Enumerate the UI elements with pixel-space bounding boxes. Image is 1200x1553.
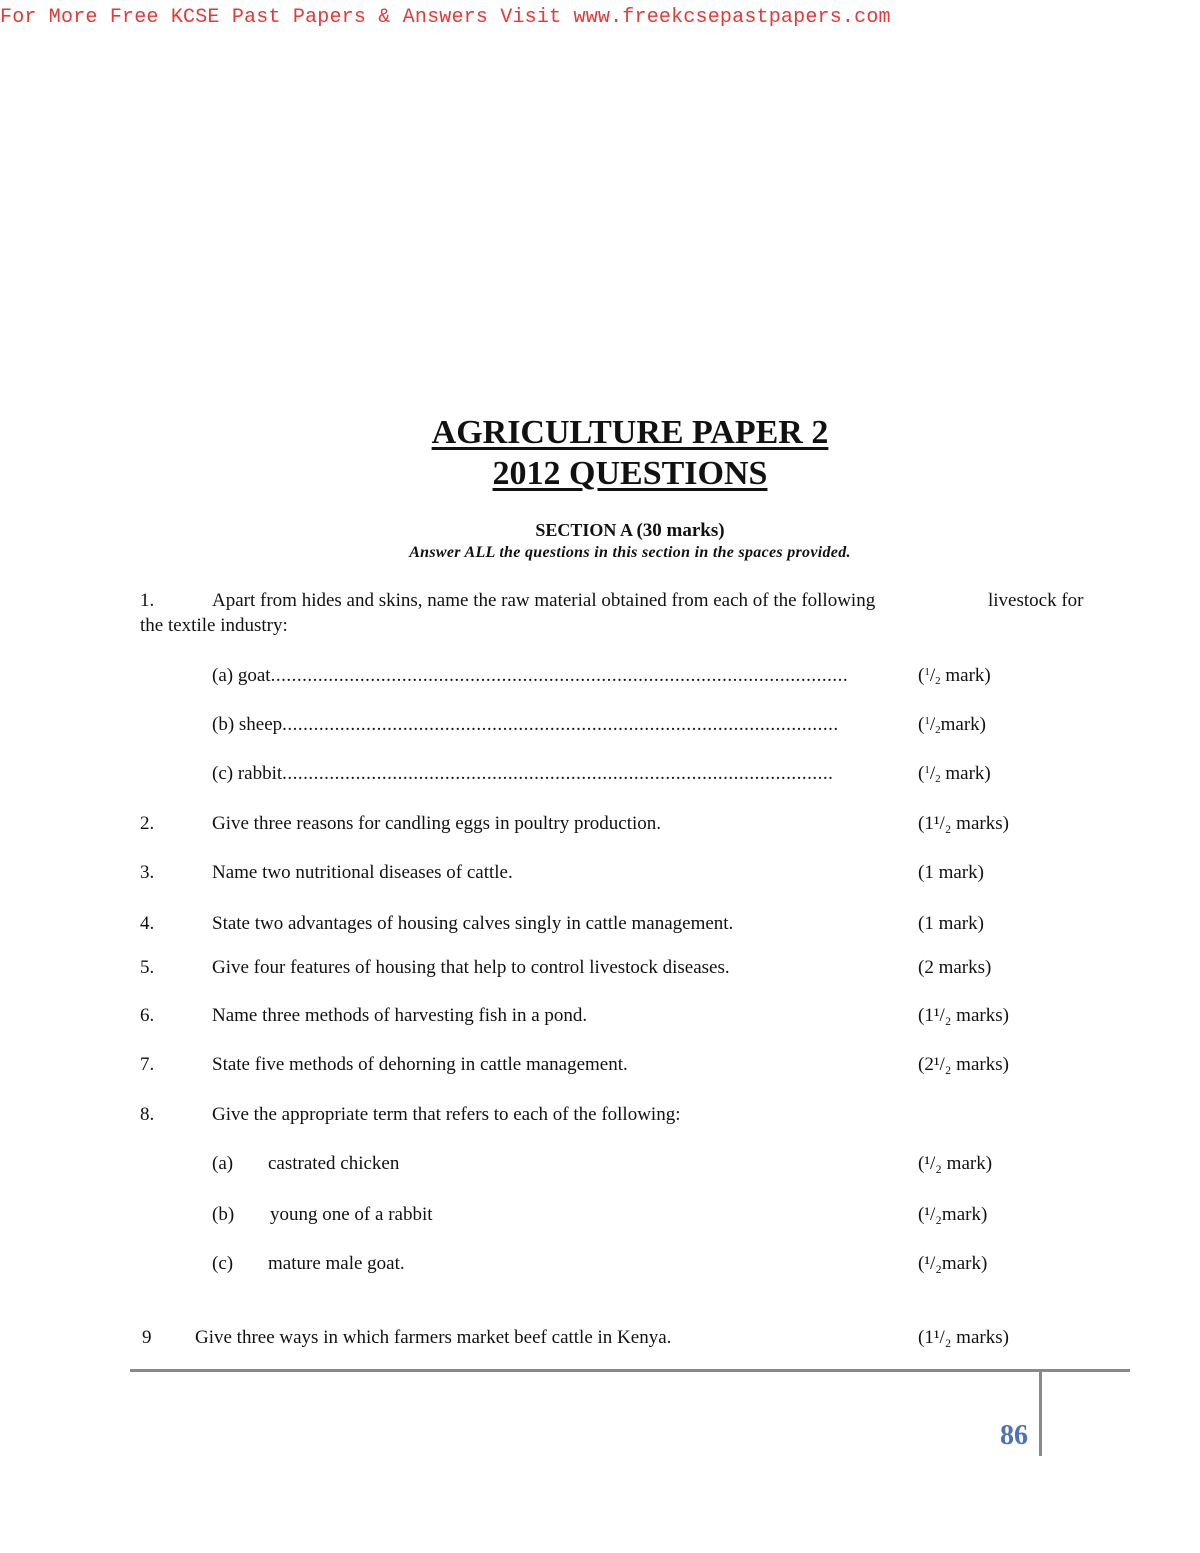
question-text: Give the appropriate term that refers to each of the following:: [212, 1104, 681, 1125]
marks-label: mark): [940, 763, 991, 784]
sub-question: [212, 714, 839, 736]
question-text: State two advantages of housing calves singly in cattle management.: [212, 913, 734, 934]
footer-vertical-rule: [1039, 1372, 1042, 1456]
section-instruction: Answer ALL the questions in this section in the spaces provided.: [409, 544, 851, 561]
answer-dots: .........................................................................................................: [282, 763, 834, 784]
paper-subtitle: 2012 QUESTIONS: [492, 455, 768, 492]
fraction-denominator: 2: [935, 675, 941, 687]
sub-question-label: (b) sheep: [212, 714, 283, 735]
sub-question-label: (a) goat: [212, 665, 271, 686]
marks-allocation: ($^1/_2$ mark): [918, 665, 991, 687]
sub-question-label: (c) rabbit: [212, 763, 283, 784]
question-number: 2.: [140, 813, 155, 834]
source-banner: For More Free KCSE Past Papers & Answers Visit www.freekcsepastpapers.com: [0, 6, 891, 29]
sub-question-label: (b): [212, 1204, 235, 1225]
question-text: Apart from hides and skins, name the raw material obtained from each of the following: [212, 590, 876, 611]
question-text: State five methods of dehorning in cattle management.: [212, 1054, 628, 1075]
page-number: 86: [1000, 1420, 1028, 1451]
fraction-denominator: 2: [935, 724, 941, 736]
section-label: SECTION A: [535, 520, 632, 540]
marks-allocation: (2 marks): [918, 957, 992, 978]
marks-allocation: (¹/₂ mark): [918, 1153, 993, 1174]
question-number: 9: [142, 1327, 152, 1348]
marks-allocation: ($^1/_2$ mark): [918, 763, 991, 785]
question-text: Give three ways in which farmers market beef cattle in Kenya.: [195, 1327, 672, 1348]
paper-title: AGRICULTURE PAPER 2: [431, 414, 829, 451]
footer-rule: [130, 1369, 1130, 1372]
question-text-continued: livestock for: [988, 590, 1084, 611]
sub-question: [212, 763, 833, 785]
fraction-numerator: 1: [924, 715, 930, 727]
marks-allocation: (1 mark): [918, 862, 984, 883]
marks-allocation: (¹/₂mark): [918, 1253, 988, 1274]
section-marks: (30 marks): [636, 520, 725, 541]
sub-question-label: (a): [212, 1153, 234, 1174]
question-text-line2: the textile industry:: [140, 615, 288, 636]
sub-question-text: mature male goat.: [268, 1253, 405, 1274]
answer-dots: ..........................................................................................................: [282, 714, 839, 735]
marks-allocation: (1¹/₂ marks): [918, 1327, 1009, 1348]
marks-allocation: (1 mark): [918, 913, 984, 934]
question-number: 7.: [140, 1054, 155, 1075]
fraction-numerator: 1: [924, 764, 930, 776]
question-number: 1.: [140, 590, 155, 611]
question-number: 6.: [140, 1005, 155, 1026]
sub-question-text: young one of a rabbit: [270, 1204, 433, 1225]
marks-allocation: (1¹/₂ marks): [918, 1005, 1009, 1026]
question-text: Name three methods of harvesting fish in a pond.: [212, 1005, 588, 1026]
question-number: 5.: [140, 957, 155, 978]
sub-question: [212, 665, 848, 687]
marks-allocation: (2¹/₂ marks): [918, 1054, 1009, 1075]
sub-question-label: (c): [212, 1253, 234, 1274]
marks-label: mark): [940, 665, 991, 686]
section-heading: [0, 520, 1200, 542]
fraction-numerator: 1: [924, 666, 930, 678]
fraction-denominator: 2: [935, 773, 941, 785]
marks-allocation: $(^1/_2mark)$: [918, 714, 986, 736]
question-text: Give three reasons for candling eggs in poultry production.: [212, 813, 662, 834]
question-number: 8.: [140, 1104, 155, 1125]
question-number: 3.: [140, 862, 155, 883]
marks-label: mark): [940, 714, 986, 735]
question-text: Name two nutritional diseases of cattle.: [212, 862, 513, 883]
sub-question-text: castrated chicken: [268, 1153, 400, 1174]
marks-allocation: (1¹/₂ marks): [918, 813, 1009, 834]
answer-dots: ..............................................................................................................: [270, 665, 849, 686]
question-text: Give four features of housing that help to control livestock diseases.: [212, 957, 730, 978]
question-number: 4.: [140, 913, 155, 934]
marks-allocation: (¹/₂mark): [918, 1204, 988, 1225]
